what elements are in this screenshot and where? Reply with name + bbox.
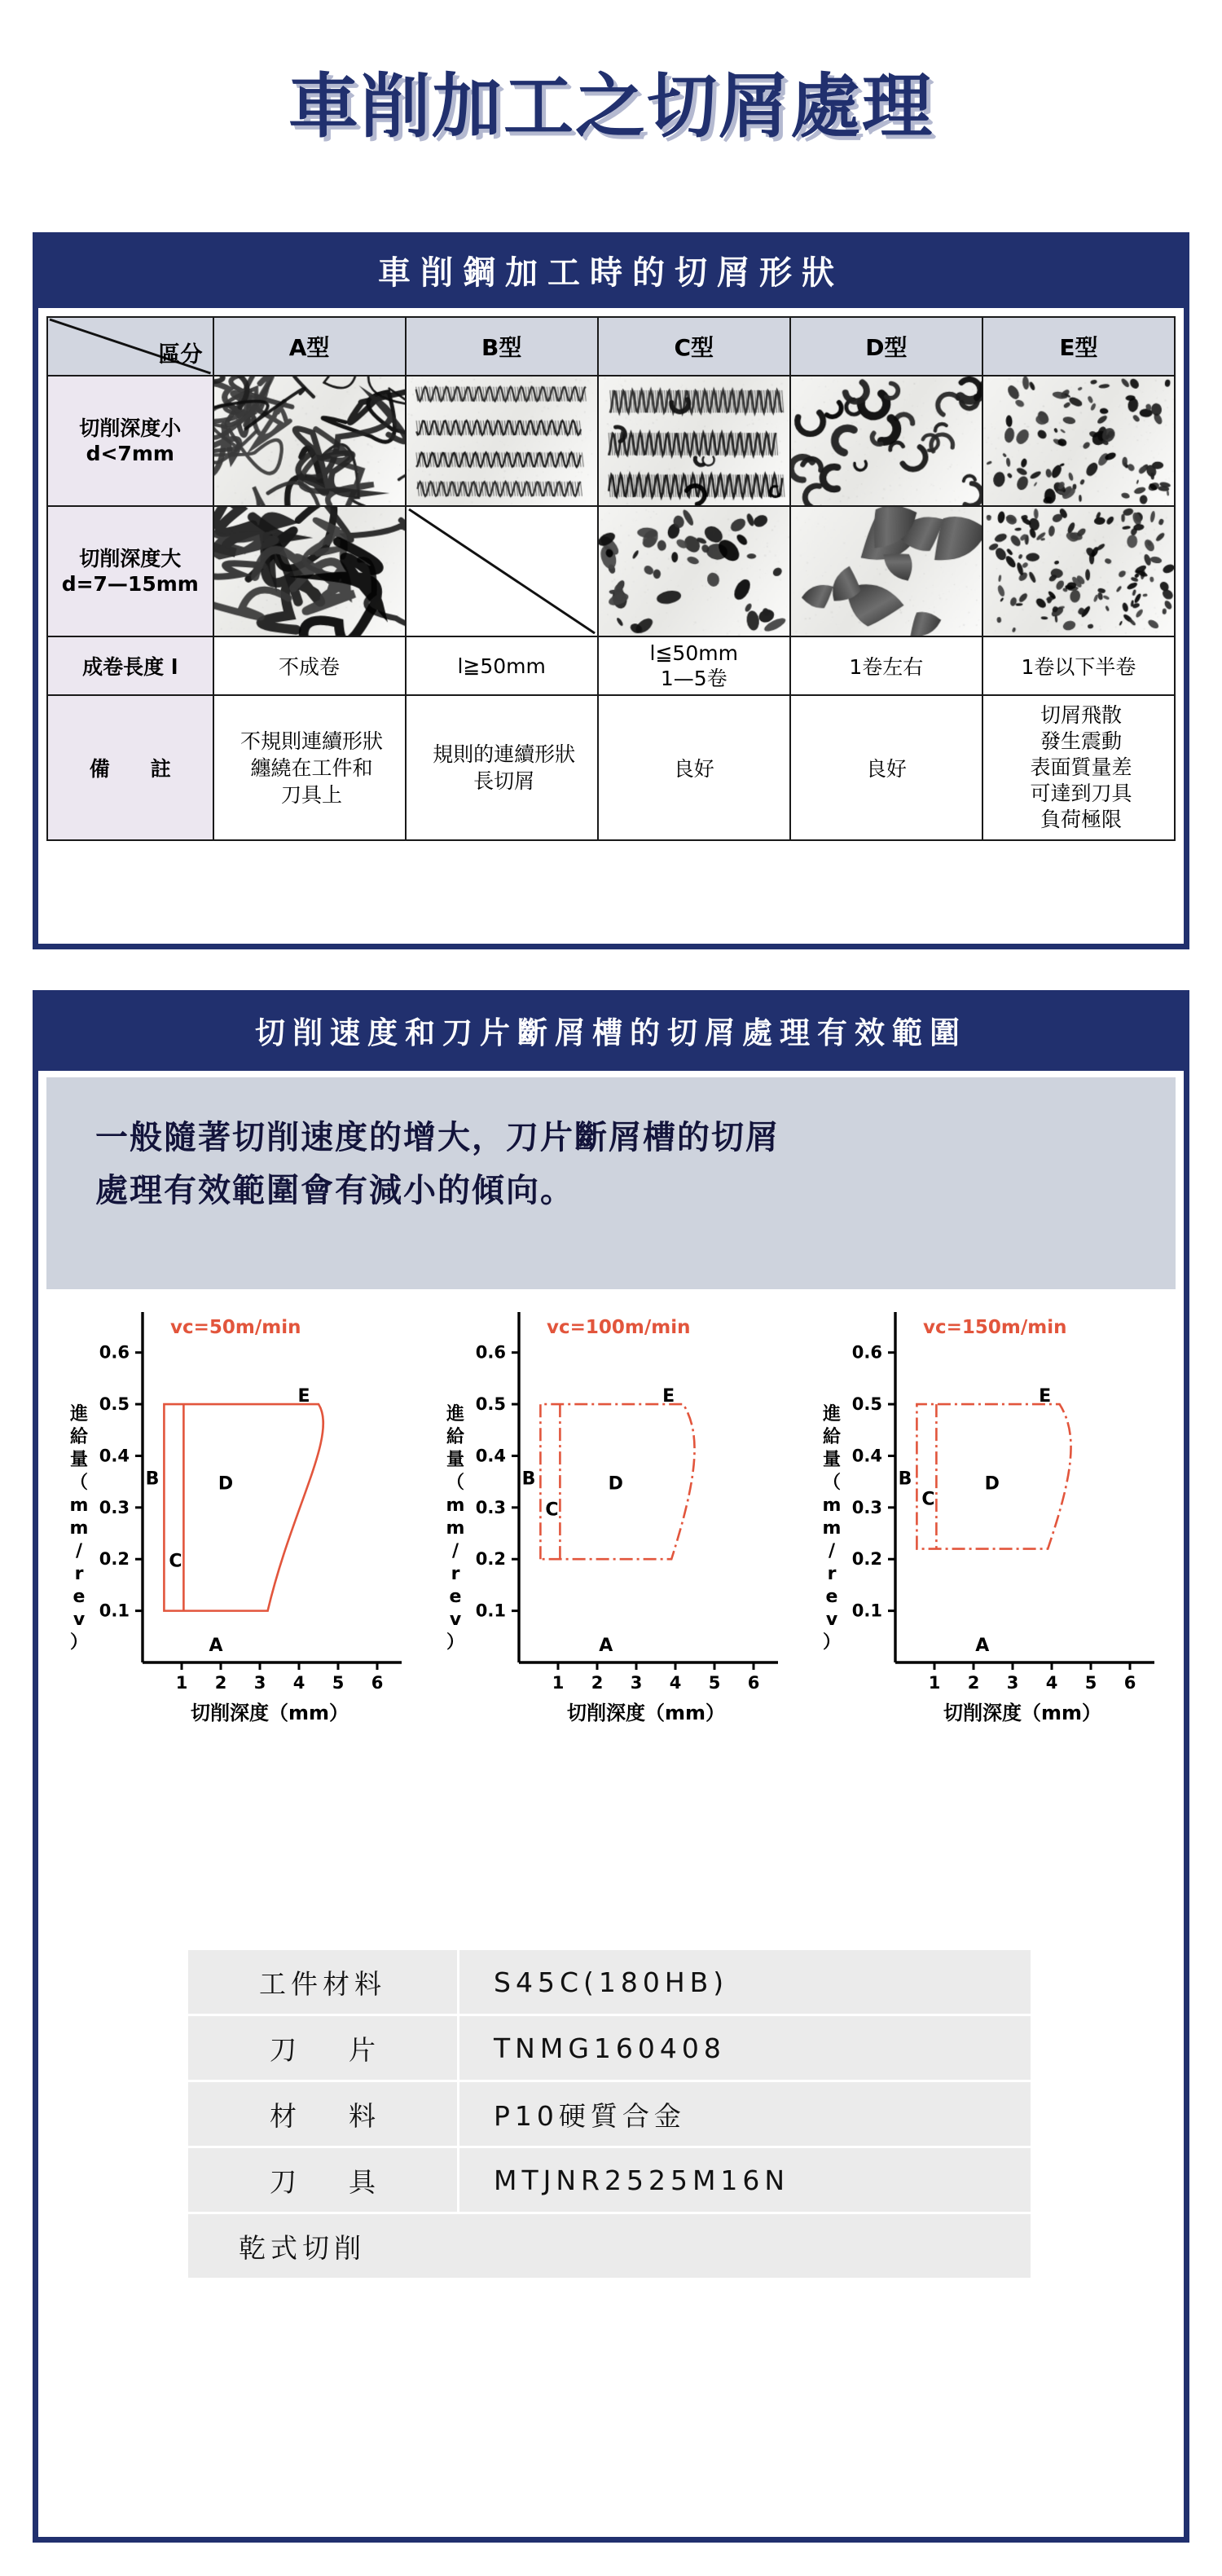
svg-text:m: m [822,1518,842,1539]
spec-label-toolholder-a: 刀 [270,2165,349,2198]
svg-text:/: / [828,1541,836,1561]
row-label-shallow-line2: d<7mm [86,442,174,465]
table-header-row [47,317,1175,376]
column-header-c: C型 [598,317,790,376]
chart-vc100 [423,1289,799,1778]
corner-cell [47,317,213,376]
description-line2: 處理有效範圍會有減小的傾向。 [95,1171,574,1209]
remark-b [406,695,598,840]
page-title: 車削加工之切屑處理 [288,66,934,148]
svg-text:vc=150m/min: vc=150m/min [923,1317,1067,1338]
svg-text:5: 5 [1084,1673,1097,1693]
svg-text:2: 2 [967,1673,980,1693]
svg-text:（: （ [822,1473,842,1493]
svg-text:2: 2 [214,1673,227,1693]
row-label-shallow-line1: 切削深度小 [79,416,182,440]
svg-text:1: 1 [175,1673,188,1693]
svg-text:）: ） [446,1632,465,1653]
svg-text:進: 進 [446,1404,465,1425]
remark-a-line2: 纏繞在工件和 [250,755,373,780]
svg-text:6: 6 [1123,1673,1136,1693]
spec-value-insert: TNMG160408 [459,2016,1031,2080]
spec-row-workpiece [188,1950,1031,2014]
section2-header: 切削速度和刀片斷屑槽的切屑處理有效範圍 [38,996,1184,1071]
svg-text:A: A [209,1636,223,1656]
svg-text:vc=100m/min: vc=100m/min [547,1317,691,1338]
spec-row-insert [188,2016,1031,2080]
svg-text:0.3: 0.3 [99,1497,130,1517]
charts-row [46,1289,1176,1778]
chip-shape-table [46,316,1176,841]
coil-value-c [598,636,790,695]
effective-range-panel [33,990,1189,2543]
svg-text:r: r [451,1564,460,1584]
spec-label-insert-b: 片 [349,2033,428,2066]
spec-value-drycut: 乾式切削 [188,2214,1031,2278]
svg-text:C: C [921,1489,935,1510]
row-label-coil-length: 成卷長度 l [47,636,213,695]
table-row-remarks [47,695,1175,840]
description-text [46,1077,1176,1218]
svg-text:1: 1 [552,1673,565,1693]
table-row-deep-depth [47,506,1175,636]
spec-label-material-a: 材 [270,2099,349,2132]
chip-photo-a-large [213,506,406,636]
svg-text:E: E [297,1385,310,1407]
column-header-b: B型 [406,317,598,376]
svg-text:量: 量 [69,1450,89,1470]
svg-text:/: / [75,1541,83,1561]
remark-a [213,695,406,840]
svg-text:D: D [608,1473,623,1495]
spec-row-drycut [188,2214,1031,2278]
svg-text:0.1: 0.1 [851,1601,882,1621]
svg-text:0.6: 0.6 [475,1342,506,1363]
column-header-d: D型 [790,317,982,376]
svg-text:0.4: 0.4 [851,1446,882,1466]
svg-text:0.3: 0.3 [475,1497,506,1517]
svg-text:3: 3 [630,1673,643,1693]
svg-text:vc=50m/min: vc=50m/min [170,1317,301,1338]
chip-photo-d-small [790,376,982,506]
description-box [46,1077,1176,1289]
remark-e-line2: 發生震動 [1040,729,1122,753]
svg-text:E: E [1039,1385,1052,1407]
svg-text:6: 6 [371,1673,384,1693]
svg-text:）: ） [69,1632,89,1653]
table-row-shallow-depth [47,376,1175,506]
svg-text:m: m [69,1518,89,1539]
remark-e-line1: 切屑飛散 [1040,703,1122,727]
chip-photo-c-small [598,376,790,506]
svg-text:0.3: 0.3 [851,1497,882,1517]
svg-text:A: A [975,1636,990,1656]
remark-c: 良好 [598,695,790,840]
chip-photo-b-small [406,376,598,506]
spec-row-toolholder [188,2148,1031,2212]
svg-text:進: 進 [822,1404,842,1425]
svg-text:0.5: 0.5 [99,1394,130,1415]
svg-text:r: r [827,1564,837,1584]
svg-text:切削深度（mm）: 切削深度（mm） [190,1702,349,1724]
svg-text:B: B [898,1469,912,1490]
svg-text:0.4: 0.4 [475,1446,506,1466]
diagonal-line-icon [407,507,597,636]
remark-e-line3: 表面質量差 [1030,755,1132,779]
svg-text:量: 量 [446,1450,465,1470]
remark-a-line3: 刀具上 [281,782,343,807]
svg-text:4: 4 [669,1673,682,1693]
remark-b-line1: 規則的連續形狀 [433,742,576,766]
svg-text:0.6: 0.6 [99,1342,130,1363]
chip-photo-c-large [598,506,790,636]
svg-text:切削深度（mm）: 切削深度（mm） [943,1702,1102,1724]
chip-photo-e-small [982,376,1175,506]
svg-text:5: 5 [708,1673,721,1693]
svg-text:B: B [521,1469,536,1490]
chip-photo-a-small [213,376,406,506]
svg-text:（: （ [69,1473,89,1493]
svg-text:0.4: 0.4 [99,1446,130,1466]
svg-text:0.2: 0.2 [99,1549,130,1570]
spec-label-material [188,2082,457,2146]
svg-text:D: D [218,1473,234,1495]
corner-label: 區分 [158,342,203,368]
coil-value-b: l≧50mm [406,636,598,695]
row-label-shallow [47,376,213,506]
svg-text:D: D [984,1473,1000,1495]
remark-e-line4: 可達到刀具 [1030,782,1132,805]
svg-text:0.2: 0.2 [851,1549,882,1570]
svg-text:進: 進 [69,1404,89,1425]
svg-text:3: 3 [253,1673,266,1693]
row-label-deep [47,506,213,636]
spec-label-toolholder-b: 具 [349,2165,428,2198]
svg-text:0.2: 0.2 [475,1549,506,1570]
svg-text:）: ） [822,1632,842,1653]
svg-text:C: C [169,1551,182,1572]
spec-label-insert-a: 刀 [270,2033,349,2066]
svg-text:m: m [822,1495,842,1516]
remark-a-line1: 不規則連續形狀 [240,729,384,753]
svg-text:0.1: 0.1 [99,1601,130,1621]
svg-text:切削深度（mm）: 切削深度（mm） [566,1702,726,1724]
remark-b-line2: 長切屑 [473,769,535,793]
svg-text:m: m [446,1495,465,1516]
svg-text:4: 4 [1045,1673,1058,1693]
chip-photo-d-large [790,506,982,636]
remark-e-line5: 負荷極限 [1040,808,1122,831]
svg-text:/: / [451,1541,459,1561]
svg-text:（: （ [446,1473,465,1493]
spec-label-insert [188,2016,457,2080]
svg-text:給: 給 [446,1427,465,1447]
svg-text:m: m [69,1495,89,1516]
svg-text:5: 5 [332,1673,345,1693]
spec-label-toolholder [188,2148,457,2212]
row-label-remarks: 備 註 [47,695,213,840]
spec-value-material: P10硬質合金 [459,2082,1031,2146]
spec-row-material [188,2082,1031,2146]
svg-text:m: m [446,1518,465,1539]
svg-text:4: 4 [292,1673,306,1693]
svg-text:0.1: 0.1 [475,1601,506,1621]
diagonal-empty-cell [406,506,598,636]
svg-text:量: 量 [822,1450,842,1470]
coil-value-e: 1卷以下半卷 [982,636,1175,695]
spec-value-toolholder: MTJNR2525M16N [459,2148,1031,2212]
chip-shape-table-wrapper [46,316,1176,944]
table-row-coil-length [47,636,1175,695]
spec-label-material-b: 料 [349,2099,428,2132]
chart-vc50 [46,1289,423,1778]
svg-text:2: 2 [591,1673,604,1693]
svg-text:0.5: 0.5 [851,1394,882,1415]
remark-e [982,695,1175,840]
chip-photo-e-large [982,506,1175,636]
column-header-e: E型 [982,317,1175,376]
svg-text:B: B [145,1469,160,1490]
svg-text:6: 6 [747,1673,760,1693]
spec-label-workpiece: 工件材料 [188,1950,457,2014]
svg-text:r: r [74,1564,84,1584]
svg-text:0.5: 0.5 [475,1394,506,1415]
spec-table [186,1948,1033,2280]
column-header-a: A型 [213,317,406,376]
svg-text:e: e [73,1587,86,1607]
svg-text:3: 3 [1006,1673,1019,1693]
svg-text:0.6: 0.6 [851,1342,882,1363]
svg-text:C: C [545,1499,559,1521]
svg-text:1: 1 [928,1673,941,1693]
chip-shape-panel [33,232,1189,949]
description-line1: 一般隨著切削速度的增大，刀片斷屑槽的切屑 [95,1119,780,1156]
svg-text:A: A [599,1636,613,1656]
svg-text:e: e [449,1587,462,1607]
remark-d: 良好 [790,695,982,840]
spec-value-workpiece: S45C(180HB) [459,1950,1031,2014]
coil-value-d: 1卷左右 [790,636,982,695]
svg-text:E: E [662,1385,675,1407]
chart-vc150 [799,1289,1176,1778]
coil-value-a: 不成卷 [213,636,406,695]
svg-text:v: v [825,1609,838,1630]
svg-text:給: 給 [69,1427,89,1447]
spec-table-container [186,1948,1033,2280]
row-label-deep-line2: d=7—15mm [61,572,199,596]
svg-text:v: v [73,1609,86,1630]
section1-header: 車削鋼加工時的切屑形狀 [38,238,1184,308]
svg-text:v: v [449,1609,462,1630]
svg-text:給: 給 [822,1427,842,1447]
row-label-deep-line1: 切削深度大 [79,546,182,570]
coil-value-c-line2: 1—5卷 [660,667,727,690]
coil-value-c-line1: l≦50mm [649,641,738,665]
svg-text:e: e [825,1587,838,1607]
